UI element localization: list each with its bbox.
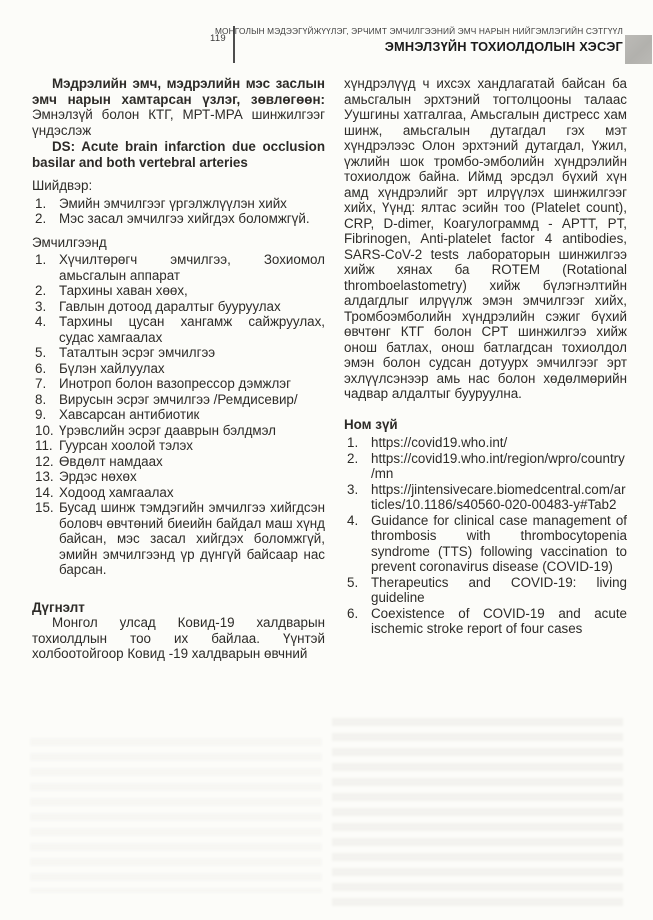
- list-text: Таталтын эсрэг эмчилгээ: [59, 345, 216, 360]
- list-text: Хавсарсан антибиотик: [59, 407, 200, 422]
- list-item: [32, 438, 325, 454]
- list-number: 6.: [347, 605, 359, 621]
- list-number: 2.: [35, 283, 47, 298]
- bleed-through-artifact: [332, 718, 623, 906]
- list-text: Вирусын эсрэг эмчилгээ /Ремдисевир/: [59, 391, 298, 407]
- list-item: [32, 500, 325, 578]
- list-item: [32, 299, 325, 315]
- discussion-paragraph: хүндрэлүүд ч ихсэх хандлагатай байсан ба амьсгалын эрхтэний тогтолцооны талаас Уушгины хатгалгаа, Амьсгалын дистресс хам шинж, амьсгалын дутагдал гэх мэт хүндрэлээс Олон эрхтэний дутагдал, Үжил, үжлийн шок тромбо-эмболийн хүндрэлийн тохиолдож байна. Иймд эрсдэл бүхий хүн амд хүндрэлийг эрт илрүүлэх шинжилгээг хийх, Үүнд: ялтас эсийн тоо (Platelet count), CRP, D-dimer, Коагулограммд - APTT, PT, Fibrinogen, Anti-platelet factor 4 antibodies, SARS-CoV-2 tests лабораторын шинжилгээ хийж хянах ба ROTEM (Rotational thromboelastometry) хийж бүлэгнэлтийн алдагдлыг илрүүлж эмэн эмчилгээг хийх, Тромбоэмболийн хүндрэлийн сэжиг бүхий өвчтөнг КТГ болон CPT шинжилгээ хийж онош батлах, онош батлагдсан тохиолдол эмэн болон судсан дотуурх эмчилгээг эрт эхлүүлсэнээр амь нас болон хөдөлмөрийн чадвар алдалтыг бууруулна.: [344, 76, 627, 401]
- list-number: 2.: [35, 211, 47, 226]
- decision-label: Шийдвэр:: [32, 178, 93, 193]
- reference-text: https://covid19.who.int/region/wpro/country/mn: [371, 450, 625, 481]
- page-number: 119: [209, 33, 226, 44]
- list-number: 11.: [35, 438, 53, 453]
- list-text: Ходоод хамгаалах: [59, 484, 174, 500]
- list-item: [32, 392, 325, 408]
- header-text: [215, 26, 623, 55]
- list-number: 7.: [35, 376, 47, 391]
- list-number: 13.: [35, 469, 54, 484]
- left-column: [32, 76, 325, 662]
- list-item: [32, 196, 325, 212]
- reference-text: Therapeutics and COVID-19: living guideline: [371, 574, 627, 605]
- right-column: [344, 76, 627, 662]
- list-text: Гавлын дотоод даралтыг бууруулах: [59, 298, 281, 314]
- list-number: 6.: [35, 360, 47, 376]
- list-text: Эмийн эмчилгээг үргэлжлүүлэн хийх: [59, 195, 287, 211]
- list-text: Үрэвслийн эсрэг дааврын бэлдмэл: [59, 422, 276, 438]
- conclusion-heading: Дүгнэлт: [32, 599, 85, 615]
- treatment-label: Эмчилгээнд: [32, 234, 107, 250]
- reference-item: [344, 435, 627, 451]
- list-item: [32, 361, 325, 377]
- list-number: 12.: [35, 453, 54, 469]
- bleed-through-artifact: [30, 738, 322, 893]
- list-item: [32, 423, 325, 439]
- reference-item: [344, 451, 627, 482]
- treatment-list: [32, 252, 325, 578]
- list-number: 1.: [35, 252, 47, 267]
- list-number: 4.: [35, 314, 47, 329]
- list-text: Өвдөлт намдаах: [59, 453, 163, 469]
- references-heading: Ном зүй: [344, 416, 398, 432]
- list-text: Эрдэс нөхөх: [59, 469, 137, 484]
- page-body: [32, 76, 627, 662]
- list-text: Инотроп болон вазопрессор дэмжлэг: [59, 376, 292, 391]
- list-text: Тархины цусан хангамж сайжруулах, судас хамгаалах: [59, 314, 325, 345]
- list-item: [32, 314, 325, 345]
- consultation-lead: Мэдрэлийн эмч, мэдрэлийн мэс заслын эмч нарын хамтарсан үзлэг, зөвлөгөөн:: [32, 76, 325, 107]
- list-number: 14.: [35, 484, 54, 500]
- reference-text: Coexistence of COVID-19 and acute ischemic stroke report of four cases: [371, 605, 627, 636]
- list-text: Бусад шинж тэмдэгийн эмчилгээ хийгдсэн боловч өвчтөний биеийн байдал маш хүнд байсан, мэс засал хийгдэх боломжгүй, эмийн эмчилгээнд үр дүнгүй байсаар нас барсан.: [59, 500, 325, 577]
- list-number: 4.: [347, 512, 359, 528]
- list-item: [32, 485, 325, 501]
- list-number: 5.: [347, 574, 359, 590]
- reference-item: [344, 513, 627, 575]
- section-heading: ЭМНЭЛЗҮЙН ТОХИОЛДОЛЫН ХЭСЭГ: [384, 39, 623, 55]
- list-number: 9.: [35, 407, 47, 422]
- reference-item: [344, 606, 627, 637]
- page-header: [0, 0, 653, 70]
- conclusion-paragraph: Монгол улсад Ковид-19 халдварын тохиолдлын тоо их байлаа. Үүнтэй холбоотойгоор Ковид -19 халдварын өвчний: [32, 615, 325, 661]
- reference-text: Guidance for clinical case management of thrombosis with thrombocytopenia syndrome (TTS) following vaccination to prevent coronavirus disease (COVID-19): [371, 512, 627, 574]
- list-item: [32, 283, 325, 299]
- reference-item: [344, 482, 627, 513]
- list-item: [32, 454, 325, 470]
- list-number: 10.: [35, 422, 54, 438]
- references-list: [344, 435, 627, 637]
- list-number: 5.: [35, 345, 47, 360]
- list-item: [32, 252, 325, 283]
- list-text: Мэс засал эмчилгээ хийгдэх боломжгүй.: [59, 211, 310, 226]
- list-number: 2.: [347, 450, 359, 466]
- list-number: 15.: [35, 500, 54, 515]
- list-text: Тархины хаван хөөх,: [59, 283, 188, 298]
- consultation-paragraph: [32, 76, 325, 138]
- list-item: [32, 345, 325, 361]
- list-number: 3.: [35, 298, 47, 314]
- list-item: [32, 376, 325, 392]
- diagnosis-heading: DS: Acute brain infarction due occlusion basilar and both vertebral arteries: [32, 139, 325, 170]
- list-item: [32, 469, 325, 485]
- list-number: 1.: [35, 195, 47, 211]
- list-number: 3.: [347, 481, 359, 497]
- reference-text: https://jintensivecare.biomedcentral.com/articles/10.1186/s40560-020-00483-y#Tab2: [371, 481, 626, 512]
- list-text: Хүчилтөрөгч эмчилгээ, Зохиомол амьсгалын аппарат: [59, 252, 325, 283]
- reference-item: [344, 575, 627, 606]
- list-item: [32, 211, 325, 227]
- corner-decoration: [625, 35, 652, 64]
- decision-list: [32, 196, 325, 227]
- consultation-rest: Эмнэлзүй болон КТГ, МРТ-МРА шинжилгээг үндэслэж: [32, 107, 325, 138]
- list-item: [32, 407, 325, 423]
- list-number: 8.: [35, 391, 47, 407]
- journal-title: МОНГОЛЫН МЭДЭЭГҮЙЖҮҮЛЭГ, ЭРЧИМТ ЭМЧИЛГЭЭНИЙ ЭМЧ НАРЫН НИЙГЭМЛЭГИЙН СЭТГҮҮЛ: [215, 26, 623, 36]
- reference-text: https://covid19.who.int/: [371, 435, 508, 450]
- list-number: 1.: [347, 435, 359, 450]
- list-text: Гуурсан хоолой тэлэх: [59, 438, 193, 453]
- list-text: Бүлэн хайлуулах: [59, 360, 165, 376]
